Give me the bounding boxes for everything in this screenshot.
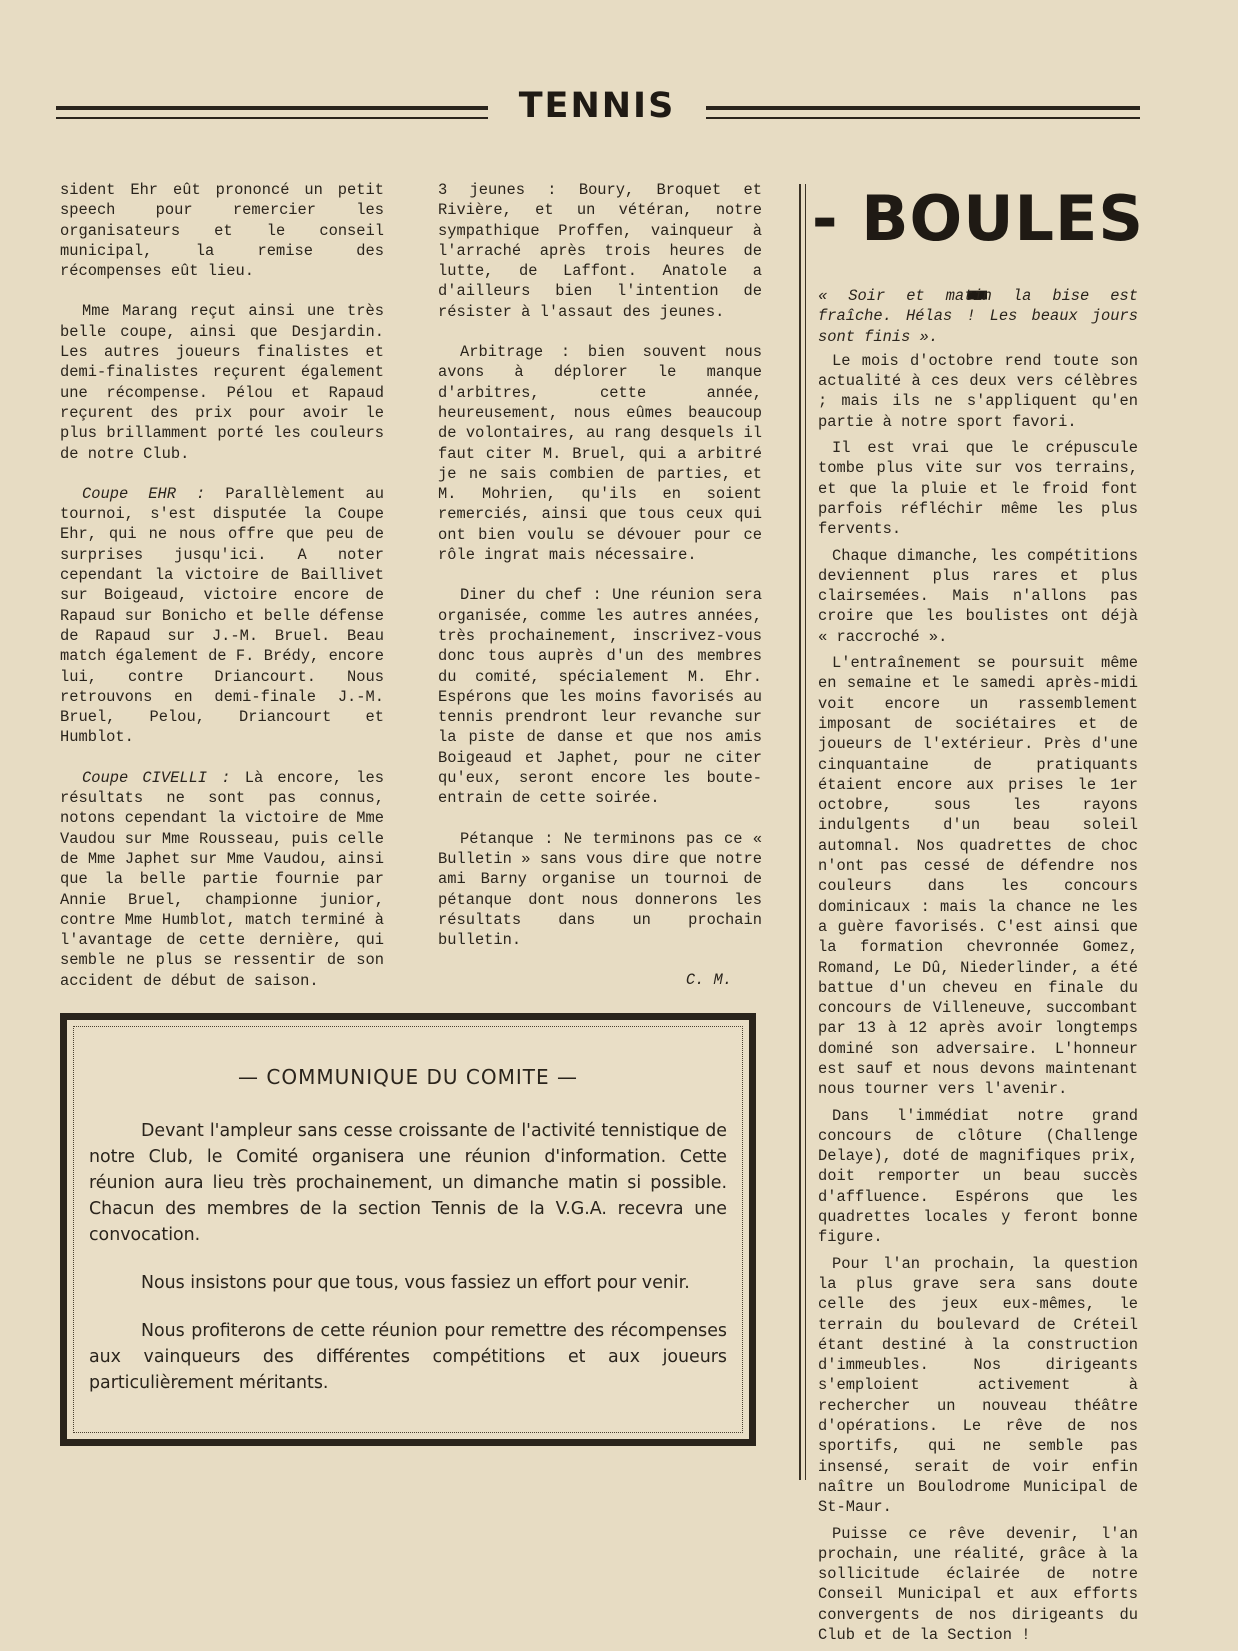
paragraph [60,768,384,991]
paragraph: sident Ehr eût prononcé un petit speech pour remercier les organisateurs et le conseil municipal, la remise des récompenses eût lieu. [60,181,384,281]
left-column [60,180,384,1092]
paragraph: 3 jeunes : Boury, Broquet et Rivière, et un vétéran, notre sympathique Proffen, vainqueur à l'arraché après trois heures de lutte, de Laffont. Anatole a d'ailleurs bien l'intention de résister à l'assaut des jeunes. [438,181,762,321]
paragraph [60,484,384,748]
column-divider-inner [805,184,806,1480]
paragraph: Nous profiterons de cette réunion pour remettre des récompenses aux vainqueurs des différentes compétitions et aux joueurs particulièrement méritants. [89,1321,727,1393]
paragraph: Mme Marang reçut ainsi une très belle coupe, ainsi que Desjardin. Les autres joueurs finalistes et demi-finalistes reçurent également une récompense. Pélou et Rapaud reçurent des prix pour avoir le plus brillamment porté les couleurs de notre Club. [60,302,384,463]
header-rule-left [56,106,488,119]
paragraph: Puisse ce rêve devenir, l'an prochain, une réalité, grâce à la sollicitude éclairée de notre Conseil Municipal et aux efforts convergents de nos dirigeants du Club et de la Section ! [818,1524,1138,1644]
paragraph: Nous insistons pour que tous, vous fassiez un effort pour venir. [141,1273,690,1293]
column-divider [799,184,801,1480]
paragraph-text: Parallèlement au tournoi, s'est disputée la Coupe Ehr, qui ne nous offre que peu de surprises jusqu'ici. A noter cependant la victoire de Baillivet sur Boigeaud, victoire encore de Rapaud sur Bonicho et belle défense de Rapaud sur J.-M. Bruel. Beau match également de F. Brédy, encore lui, contre Driancourt. Nous retrouvons en demi-finale J.-M. Bruel, Pelou, Driancourt et Humblot. [60,484,384,747]
committee-notice-body [89,1118,727,1418]
paragraph: Chaque dimanche, les compétitions deviennent plus rares et plus clairsemées. Mais n'allons pas croire que les boulistes ont déjà « raccroché ». [818,546,1138,646]
paragraph-label: Coupe CIVELLI : [82,768,231,787]
header-rule-right [706,106,1140,119]
page-title: TENNIS [518,86,676,126]
quote: « Soir et matin la bise est fraîche. Hélas ! Les beaux jours sont finis ». [818,287,1138,346]
committee-notice-box [60,1013,756,1446]
paragraph: Pétanque : Ne terminons pas ce « Bulletin » sans vous dire que notre ami Barny organise un tournoi de pétanque dont nous donnerons les résultats dans un prochain bulletin. [438,829,762,950]
paragraph: Il est vrai que le crépuscule tombe plus vite sur vos terrains, et que la pluie et le froid font parfois réfléchir même les plus fervents. [818,439,1138,539]
signature: C. M. [685,971,732,990]
right-column [818,286,1138,1651]
committee-notice-title: — COMMUNIQUE DU COMITE — [238,1065,578,1089]
paragraph: Arbitrage : bien souvent nous avons à déplorer le manque d'arbitres, cette année, heureusement, nous eûmes beaucoup de volontaires, au rang desquels il faut citer M. Bruel, qui a arbitré je ne sais combien de parties, et M. Mohrien, qu'ils en soient remerciés, ainsi que tous ceux qui ont bien voulu se dévouer pour ce rôle ingrat mais nécessaire. [438,343,762,565]
paragraph-label: Coupe EHR : [82,484,206,503]
paragraph: Diner du chef : Une réunion sera organisée, comme les autres années, très prochainement, inscrivez-vous donc tous auprès d'un des membres du comité, spécialement M. Ehr. Espérons que les moins favorisés au tennis prendront leur revanche sur la piste de danse et que nos amis Boigeaud et Japhet, pour ne citer qu'eux, seront encore les boute-entrain de cette soirée. [438,586,762,808]
paragraph: Devant l'ampleur sans cesse croissante de l'activité tennistique de notre Club, le Comité organisera une réunion d'information. Cette réunion aura lieu très prochainement, un dimanche matin si possible. Chacun des membres de la section Tennis de la V.G.A. recevra une convocation. [89,1121,727,1245]
paragraph: Pour l'an prochain, la question la plus grave sera sans doute celle des jeux eux-mêmes, le terrain du boulevard de Créteil étant destiné à la construction d'immeubles. Nos dirigeants s'emploient activement à rechercher un nouveau théâtre d'opérations. Le rêve de nos sportifs, qui ne semble pas insensé, serait de voir enfin naître un Boulodrome Municipal de St-Maur. [818,1254,1138,1517]
paragraph: Dans l'immédiat notre grand concours de clôture (Challenge Delaye), doté de magnifiques prix, doit remporter un beau succès d'affluence. Espérons que les quadrettes locales y feront bonne figure. [818,1106,1138,1247]
paragraph-text: Là encore, les résultats ne sont pas connus, notons cependant la victoire de Mme Vaudou sur Mme Rousseau, puis celle de Mme Japhet sur Mme Vaudou, ainsi que la belle partie fournie par Annie Bruel, championne junior, contre Mme Humblot, match terminé à l'avantage de cette dernière, qui semble ne plus se ressentir de son accident de début de saison. [60,768,384,990]
paragraph: L'entraînement se poursuit même en semaine et le samedi après-midi voit encore un rassemblement imposant de sociétaires et de joueurs de l'extérieur. Près d'une cinquantaine de pratiquants étaient encore aux prises le 1er octobre, sous les rayons indulgents d'un beau soleil automnal. Nos quadrettes de choc n'ont pas cessé de défendre nos couleurs dans les concours dominicaux : mais la chance ne les a guère favorisés. C'est ainsi que la formation chevronnée Gomez, Romand, Le Dû, Niederlinder, a été battue d'un cheveu en finale du concours de Villeneuve, succombant par 13 à 12 après avoir longtemps dominé son adversaire. L'honneur est sauf et nous devons maintenant nous tourner vers l'avenir. [818,654,1138,1099]
paragraph: Le mois d'octobre rend toute son actualité à ces deux vers célèbres ; mais ils ne s'appliquent qu'en partie à notre sport favori. [818,351,1138,431]
boules-title: - BOULES - [811,182,1145,328]
middle-column [438,180,762,1011]
